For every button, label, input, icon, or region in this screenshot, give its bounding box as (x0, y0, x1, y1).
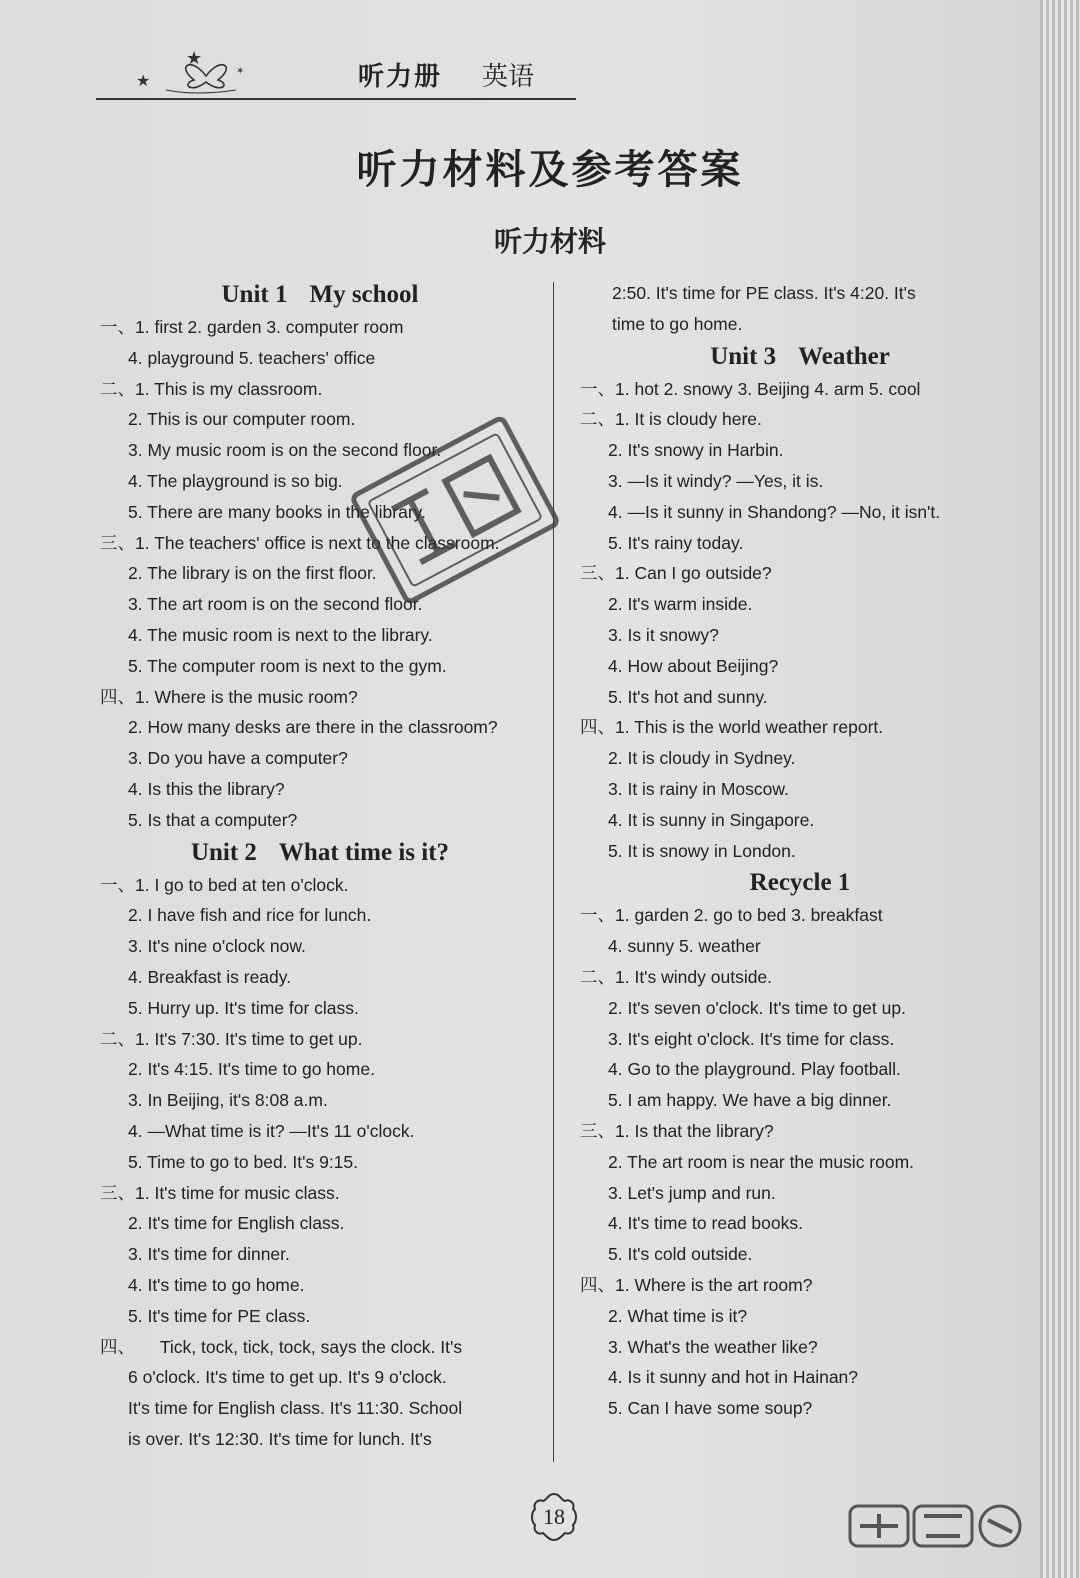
exercise-line: 5. It's rainy today. (608, 532, 744, 553)
section-title: 听力材料 (493, 225, 606, 258)
exercise-line: 2. It's time for English class. (128, 1213, 345, 1234)
exercise-text: 1. garden 2. go to bed 3. breakfast (615, 905, 883, 926)
unit-number: Unit 2 (190, 838, 257, 866)
exercise-text: 1. Is that the library? (615, 1120, 774, 1141)
exercise-line: 2. It is cloudy in Sydney. (608, 748, 796, 769)
story-line: time to go home. (612, 313, 743, 334)
exercise-line: 4. playground 5. teachers' office (128, 347, 376, 368)
section-label: 一、 (580, 905, 615, 926)
exercise-line: 2. I have fish and rice for lunch. (128, 905, 372, 926)
exercise-line: 3. It is rainy in Moscow. (608, 778, 789, 799)
exercise-text: 1. Can I go outside? (615, 563, 772, 584)
section-label: 四、 (580, 1274, 615, 1295)
story-line: 2:50. It's time for PE class. It's 4:20. It's (612, 283, 916, 303)
story-text: Tick, tock, tick, tock, says the clock. It's (159, 1336, 463, 1357)
exercise-line: 5. The computer room is next to the gym. (128, 655, 447, 676)
section-label: 三、 (580, 1120, 615, 1141)
exercise-line: 2. It's snowy in Harbin. (608, 440, 784, 461)
exercise-line: 2. This is our computer room. (128, 409, 356, 430)
story-line: It's time for English class. It's 11:30. School (128, 1398, 463, 1419)
exercise-line: 3. Let's jump and run. (608, 1182, 776, 1203)
page-header (96, 40, 576, 100)
exercise-line: 2. The library is on the first floor. (128, 563, 377, 584)
unit-title: What time is it? (278, 838, 450, 866)
exercise-line (580, 962, 1020, 993)
exercise-line (100, 682, 540, 713)
header-subject: 英语 (482, 62, 535, 92)
exercise-line (100, 374, 540, 405)
exercise-line (100, 1024, 540, 1055)
exercise-line: 5. It's cold outside. (608, 1244, 753, 1265)
exercise-text: 1. It's time for music class. (135, 1182, 340, 1203)
story-paragraph (100, 1332, 540, 1455)
exercise-text: 1. hot 2. snowy 3. Beijing 4. arm 5. cool (615, 378, 921, 399)
unit-heading (580, 866, 1020, 900)
section-label: 二、 (100, 1028, 135, 1049)
exercise-line: 4. It's time to read books. (608, 1213, 803, 1234)
exercise-line: 5. I am happy. We have a big dinner. (608, 1090, 892, 1111)
exercise-line: 4. Breakfast is ready. (128, 966, 292, 987)
exercise-line: 3. The art room is on the second floor. (128, 594, 423, 615)
exercise-line (100, 312, 540, 343)
exercise-line: 4. —Is it sunny in Shandong? —No, it isn't. (608, 501, 941, 522)
exercise-line: 3. It's nine o'clock now. (128, 936, 306, 957)
right-lines (580, 340, 1020, 1424)
exercise-line (580, 374, 1020, 405)
exercise-line: 2. The art room is near the music room. (608, 1151, 915, 1172)
unit-number: Recycle 1 (749, 869, 851, 897)
exercise-line: 4. Go to the playground. Play football. (608, 1059, 901, 1080)
section-label: 四、 (100, 1336, 135, 1357)
section-label: 二、 (580, 966, 615, 987)
unit-number: Unit 3 (710, 342, 777, 370)
exercise-line: 5. Can I have some soup? (608, 1398, 813, 1419)
exercise-line: 4. Is this the library? (128, 778, 285, 799)
section-label: 二、 (580, 409, 615, 430)
exercise-line: 2. How many desks are there in the classroom? (128, 717, 498, 738)
exercise-line: 2. It's seven o'clock. It's time to get up. (608, 997, 906, 1018)
header-rule (96, 98, 576, 100)
exercise-line: 4. Is it sunny and hot in Hainan? (608, 1367, 859, 1388)
unit-heading (580, 340, 1020, 374)
exercise-line: 3. What's the weather like? (608, 1336, 818, 1357)
stamp-seal-icon (340, 410, 570, 610)
section-label: 二、 (100, 378, 135, 399)
exercise-line (100, 1178, 540, 1209)
unit-heading (100, 836, 540, 870)
exercise-text: 1. This is my classroom. (135, 378, 323, 399)
exercise-line: 5. It's time for PE class. (128, 1305, 311, 1326)
right-column (580, 278, 1020, 1424)
exercise-line (100, 870, 540, 901)
exercise-text: 1. I go to bed at ten o'clock. (135, 874, 349, 895)
exercise-line: 4. It's time to go home. (128, 1274, 305, 1295)
exercise-line: 4. The music room is next to the library. (128, 624, 433, 645)
section-label: 三、 (580, 563, 615, 584)
page-number-text: 18 (543, 1504, 565, 1529)
exercise-text: 1. This is the world weather report. (615, 717, 884, 738)
exercise-line: 5. There are many books in the library. (128, 501, 426, 522)
page-number (527, 1490, 581, 1544)
watermark-logo-icon (848, 1502, 1038, 1556)
exercise-line: 3. Do you have a computer? (128, 748, 348, 769)
exercise-line: 2. What time is it? (608, 1305, 748, 1326)
exercise-line: 4. The playground is so big. (128, 470, 343, 491)
exercise-line: 2. It's warm inside. (608, 594, 753, 615)
exercise-line: 3. —Is it windy? —Yes, it is. (608, 470, 824, 491)
exercise-line (580, 1116, 1020, 1147)
section-label: 一、 (580, 378, 615, 399)
exercise-text: 1. first 2. garden 3. computer room (135, 317, 404, 337)
exercise-line: 5. It's hot and sunny. (608, 686, 768, 707)
exercise-line: 4. How about Beijing? (608, 655, 779, 676)
section-label: 一、 (100, 317, 135, 337)
section-label: 三、 (100, 532, 135, 553)
exercise-line: 4. It is sunny in Singapore. (608, 809, 815, 830)
exercise-line: 3. Is it snowy? (608, 624, 719, 645)
header-title: 听力册 (358, 62, 443, 92)
exercise-text: 1. Where is the music room? (135, 686, 358, 707)
exercise-line: 5. Time to go to bed. It's 9:15. (128, 1151, 359, 1172)
exercise-text: 1. It's 7:30. It's time to get up. (135, 1028, 363, 1049)
section-label: 一、 (100, 874, 135, 895)
exercise-line (580, 404, 1020, 435)
unit-title: Weather (798, 342, 890, 370)
exercise-line (580, 900, 1020, 931)
exercise-line (580, 558, 1020, 589)
story-line: 6 o'clock. It's time to get up. It's 9 o'clock. (128, 1367, 447, 1388)
exercise-text: 1. It is cloudy here. (615, 409, 762, 430)
exercise-line: 5. It is snowy in London. (608, 840, 796, 861)
exercise-line: 3. In Beijing, it's 8:08 a.m. (128, 1090, 328, 1111)
exercise-line: 4. —What time is it? —It's 11 o'clock. (128, 1120, 415, 1141)
exercise-line: 2. It's 4:15. It's time to go home. (128, 1059, 375, 1080)
svg-text:✶: ✶ (236, 66, 245, 77)
exercise-line (580, 1270, 1020, 1301)
story-line: is over. It's 12:30. It's time for lunch. It's (128, 1428, 432, 1449)
main-title: 听力材料及参考答案 (356, 146, 744, 193)
section-label: 四、 (580, 717, 615, 738)
section-label: 三、 (100, 1182, 135, 1203)
exercise-line: 3. It's time for dinner. (128, 1244, 290, 1265)
section-label: 四、 (100, 686, 135, 707)
svg-text:★: ★ (186, 48, 203, 69)
butterfly-star-decoration-icon (136, 46, 246, 96)
svg-text:★: ★ (136, 71, 151, 90)
unit-title: My school (309, 281, 419, 308)
exercise-line (580, 712, 1020, 743)
exercise-text: 1. It's windy outside. (615, 966, 773, 987)
story-line (100, 1332, 540, 1363)
unit-heading (100, 278, 540, 312)
exercise-line: 4. sunny 5. weather (608, 936, 761, 957)
exercise-text: 1. Where is the art room? (615, 1274, 813, 1295)
exercise-line: 3. My music room is on the second floor. (128, 440, 442, 461)
exercise-line: 3. It's eight o'clock. It's time for class. (608, 1028, 895, 1049)
exercise-text: 1. The teachers' office is next to the classroom. (135, 532, 500, 553)
exercise-line: 5. Hurry up. It's time for class. (128, 997, 359, 1018)
exercise-line: 5. Is that a computer? (128, 809, 298, 830)
unit-number: Unit 1 (221, 281, 288, 308)
